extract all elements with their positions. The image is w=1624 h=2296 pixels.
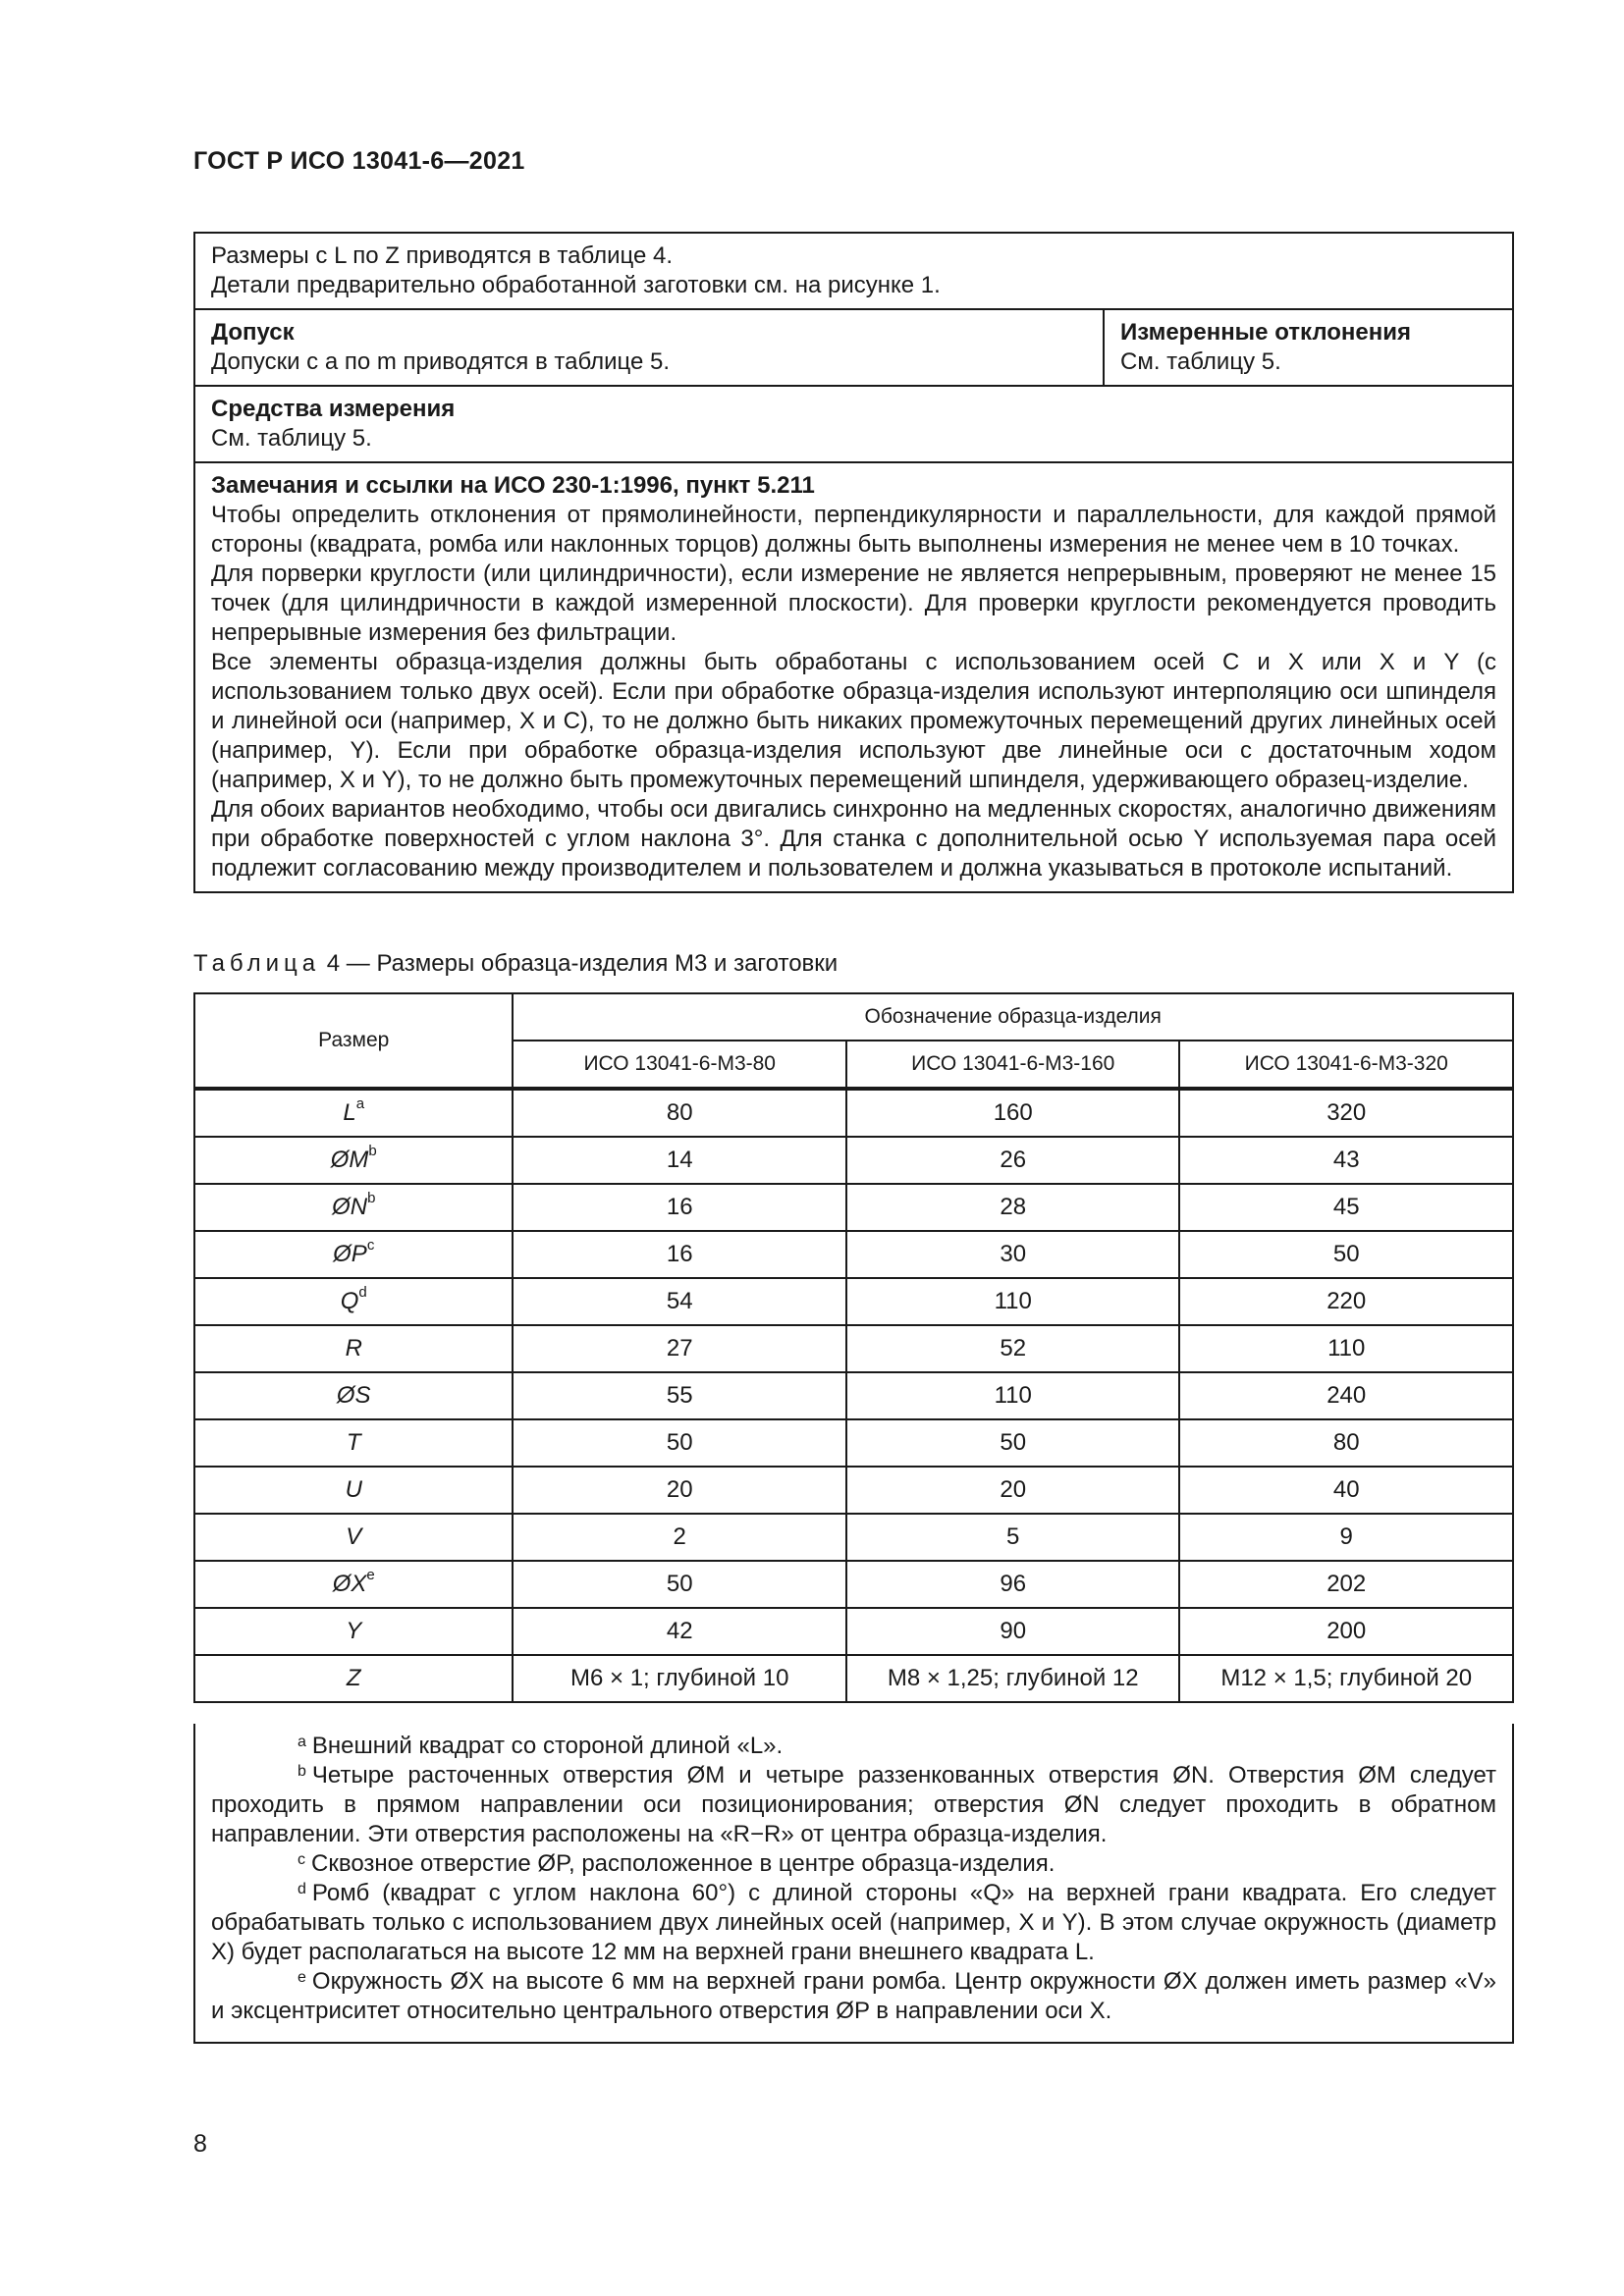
row-footnote-mark: a (355, 1095, 365, 1112)
tolerance-title: Допуск (211, 319, 295, 346)
row-value-v3: 50 (1179, 1231, 1513, 1278)
dimensions-table (193, 992, 1514, 1703)
row-footnote-mark: c (366, 1237, 375, 1254)
table-row (194, 1561, 1513, 1608)
row-value-v1: 14 (513, 1137, 846, 1184)
row-value-v2: 96 (846, 1561, 1180, 1608)
header-col-160: ИСО 13041-6-М3-160 (846, 1041, 1180, 1089)
measured-deviations-text: См. таблицу 5. (1120, 348, 1281, 375)
row-value-v1: 50 (513, 1561, 846, 1608)
footnote-b-mark: b (298, 1763, 306, 1780)
header-designation: Обозначение образца-изделия (513, 993, 1513, 1041)
row-symbol-cell (194, 1608, 513, 1655)
footnote-e (211, 1967, 1496, 2026)
row-symbol-cell (194, 1137, 513, 1184)
row-value-v2: 5 (846, 1514, 1180, 1561)
footnote-c (211, 1849, 1496, 1879)
row-value-v2: 160 (846, 1089, 1180, 1137)
table-row (194, 1278, 1513, 1325)
row-value-v3: 200 (1179, 1608, 1513, 1655)
row-symbol: ØS (336, 1382, 371, 1409)
row-symbol: ØX (332, 1571, 367, 1597)
footnote-a (211, 1732, 1496, 1761)
row-symbol-cell (194, 1655, 513, 1702)
remarks-row (195, 463, 1512, 891)
row-footnote-mark: d (358, 1284, 367, 1301)
remarks-paragraph-2: Для порверки круглости (или цилиндричности), если измерение не является непрерывным, проверяют не менее 15 точек (для цилиндричности в каждой измеренной плоскости). Для проверки круглости рекомендуется проводить непрерывные измерения без фильтрации. (211, 561, 1496, 646)
remarks-paragraph-4: Для обоих вариантов необходимо, чтобы оси двигались синхронно на медленных скоростях, аналогично движениям при обработке поверхностей с углом наклона 3°. Для станка с дополнительной осью Y используемая пара осей подлежит согласованию между производителем и пользователем и должна указываться в протоколе испытаний. (211, 796, 1496, 881)
header-col-80: ИСО 13041-6-М3-80 (513, 1041, 846, 1089)
table-row (194, 1655, 1513, 1702)
footnote-a-mark: a (298, 1734, 306, 1750)
row-symbol-cell (194, 1089, 513, 1137)
row-footnote-mark: e (366, 1567, 375, 1583)
measured-deviations-cell (1105, 310, 1427, 385)
instruments-text: См. таблицу 5. (211, 425, 372, 452)
row-value-v1: 20 (513, 1467, 846, 1514)
row-symbol: ØM (330, 1147, 369, 1173)
row-value-v1: 2 (513, 1514, 846, 1561)
row-value-v3: 43 (1179, 1137, 1513, 1184)
table-row (194, 1419, 1513, 1467)
table-caption-word: Таблица (193, 950, 321, 977)
row-value-v2: 110 (846, 1278, 1180, 1325)
remarks-paragraph-3: Все элементы образца-изделия должны быть обработаны с использованием осей C и X или X и Y (с использованием только двух осей). Если при обработке образца-изделия используют интерполяцию оси шпинделя и линейной оси (например, X и C), то не должно быть никаких промежуточных перемещений других линейных осей (например, Y). Если при обработке образца-изделия используют две линейные оси с достаточным ходом (например, X и Y), то не должно быть промежуточных перемещений шпинделя, удерживающего образец-изделие. (211, 649, 1496, 793)
row-value-v1: 27 (513, 1325, 846, 1372)
footnote-d (211, 1879, 1496, 1967)
row-value-v3: M12 × 1,5; глубиной 20 (1179, 1655, 1513, 1702)
page-number: 8 (193, 2130, 207, 2158)
row-value-v3: 320 (1179, 1089, 1513, 1137)
row-footnote-mark: b (367, 1190, 376, 1206)
row-value-v2: 50 (846, 1419, 1180, 1467)
row-value-v2: 52 (846, 1325, 1180, 1372)
row-symbol-cell (194, 1419, 513, 1467)
table-row (194, 1137, 1513, 1184)
test-info-box (193, 232, 1514, 893)
row-value-v3: 40 (1179, 1467, 1513, 1514)
dimensions-line-2: Детали предварительно обработанной заготовки см. на рисунке 1. (211, 272, 941, 298)
row-symbol: Z (346, 1665, 361, 1691)
row-symbol-cell (194, 1325, 513, 1372)
row-symbol: Y (346, 1618, 362, 1644)
footnote-c-text: Сквозное отверстие ØP, расположенное в центре образца-изделия. (311, 1850, 1056, 1877)
table-row (194, 1089, 1513, 1137)
row-value-v3: 202 (1179, 1561, 1513, 1608)
row-value-v3: 240 (1179, 1372, 1513, 1419)
table-row (194, 1231, 1513, 1278)
row-symbol: ØN (332, 1194, 368, 1220)
instruments-row (195, 387, 1512, 463)
row-value-v3: 45 (1179, 1184, 1513, 1231)
row-value-v1: 42 (513, 1608, 846, 1655)
footnote-d-text: Ромб (квадрат с углом наклона 60°) с длиной стороны «Q» на верхней грани квадрата. Его следует обрабатывать только с использованием двух линейных осей (например, X и Y). В этом случае окружность (диаметр X) будет располагаться на высоте 12 мм на верхней грани внешнего квадрата L. (211, 1880, 1496, 1965)
row-value-v2: 26 (846, 1137, 1180, 1184)
header-col-320: ИСО 13041-6-М3-320 (1179, 1041, 1513, 1089)
instruments-title: Средства измерения (211, 396, 456, 422)
row-value-v1: M6 × 1; глубиной 10 (513, 1655, 846, 1702)
row-symbol: U (345, 1476, 362, 1503)
table-row (194, 1372, 1513, 1419)
table-row (194, 1467, 1513, 1514)
tolerance-cell (195, 310, 1105, 385)
row-symbol-cell (194, 1231, 513, 1278)
row-symbol-cell (194, 1184, 513, 1231)
table-footnotes (193, 1724, 1514, 2044)
row-symbol: V (346, 1523, 362, 1550)
row-value-v2: 20 (846, 1467, 1180, 1514)
row-value-v1: 54 (513, 1278, 846, 1325)
footnote-e-text: Окружность ØX на высоте 6 мм на верхней грани ромба. Центр окружности ØX должен иметь размер «V» и эксцентриситет относительно центрального отверстия ØP в направлении оси X. (211, 1968, 1496, 2024)
row-value-v2: 28 (846, 1184, 1180, 1231)
dimensions-row (195, 234, 1512, 310)
table-row (194, 1514, 1513, 1561)
row-value-v2: 110 (846, 1372, 1180, 1419)
row-value-v3: 80 (1179, 1419, 1513, 1467)
row-symbol-cell (194, 1372, 513, 1419)
row-symbol-cell (194, 1561, 513, 1608)
footnote-b (211, 1761, 1496, 1849)
measured-deviations-title: Измеренные отклонения (1120, 319, 1412, 346)
header-size: Размер (194, 993, 513, 1089)
dimensions-line-1: Размеры с L по Z приводятся в таблице 4. (211, 242, 674, 269)
table-caption (193, 950, 838, 978)
remarks-title: Замечания и ссылки на ИСО 230-1:1996, пункт 5.211 (211, 472, 815, 499)
row-symbol: R (345, 1335, 362, 1362)
tolerance-text: Допуски с a по m приводятся в таблице 5. (211, 348, 671, 375)
footnote-a-text: Внешний квадрат со стороной длиной «L». (311, 1733, 784, 1759)
row-symbol-cell (194, 1514, 513, 1561)
row-value-v3: 9 (1179, 1514, 1513, 1561)
table-row (194, 1184, 1513, 1231)
row-value-v1: 16 (513, 1184, 846, 1231)
row-symbol-cell (194, 1467, 513, 1514)
standard-header: ГОСТ Р ИСО 13041-6—2021 (193, 147, 525, 175)
row-value-v1: 16 (513, 1231, 846, 1278)
table-row (194, 1608, 1513, 1655)
row-symbol: L (343, 1099, 356, 1126)
footnote-e-mark: e (298, 1969, 306, 1986)
row-value-v2: 30 (846, 1231, 1180, 1278)
row-value-v1: 80 (513, 1089, 846, 1137)
row-symbol: ØP (333, 1241, 367, 1267)
footnote-b-text: Четыре расточенных отверстия ØM и четыре раззенкованных отверстия ØN. Отверстия ØM следует проходить в прямом направлении оси позиционирования; отверстия ØN следует проходить в обратном направлении. Эти отверстия расположены на «R−R» от центра образца-изделия. (211, 1762, 1496, 1847)
row-value-v3: 220 (1179, 1278, 1513, 1325)
table-row (194, 1325, 1513, 1372)
tolerance-row (195, 310, 1512, 387)
row-value-v2: 90 (846, 1608, 1180, 1655)
row-value-v2: M8 × 1,25; глубиной 12 (846, 1655, 1180, 1702)
row-symbol-cell (194, 1278, 513, 1325)
row-value-v3: 110 (1179, 1325, 1513, 1372)
footnote-c-mark: c (298, 1851, 305, 1868)
row-symbol: T (346, 1429, 361, 1456)
remarks-paragraph-1: Чтобы определить отклонения от прямолинейности, перпендикулярности и параллельности, для каждой прямой стороны (квадрата, ромба или наклонных торцов) должны быть выполнены измерения не менее чем в 10 точках. (211, 502, 1496, 558)
table-caption-text: 4 — Размеры образца-изделия М3 и заготовки (326, 950, 839, 977)
row-symbol: Q (340, 1288, 359, 1314)
footnote-d-mark: d (298, 1881, 306, 1897)
row-value-v1: 55 (513, 1372, 846, 1419)
row-footnote-mark: b (368, 1143, 377, 1159)
row-value-v1: 50 (513, 1419, 846, 1467)
